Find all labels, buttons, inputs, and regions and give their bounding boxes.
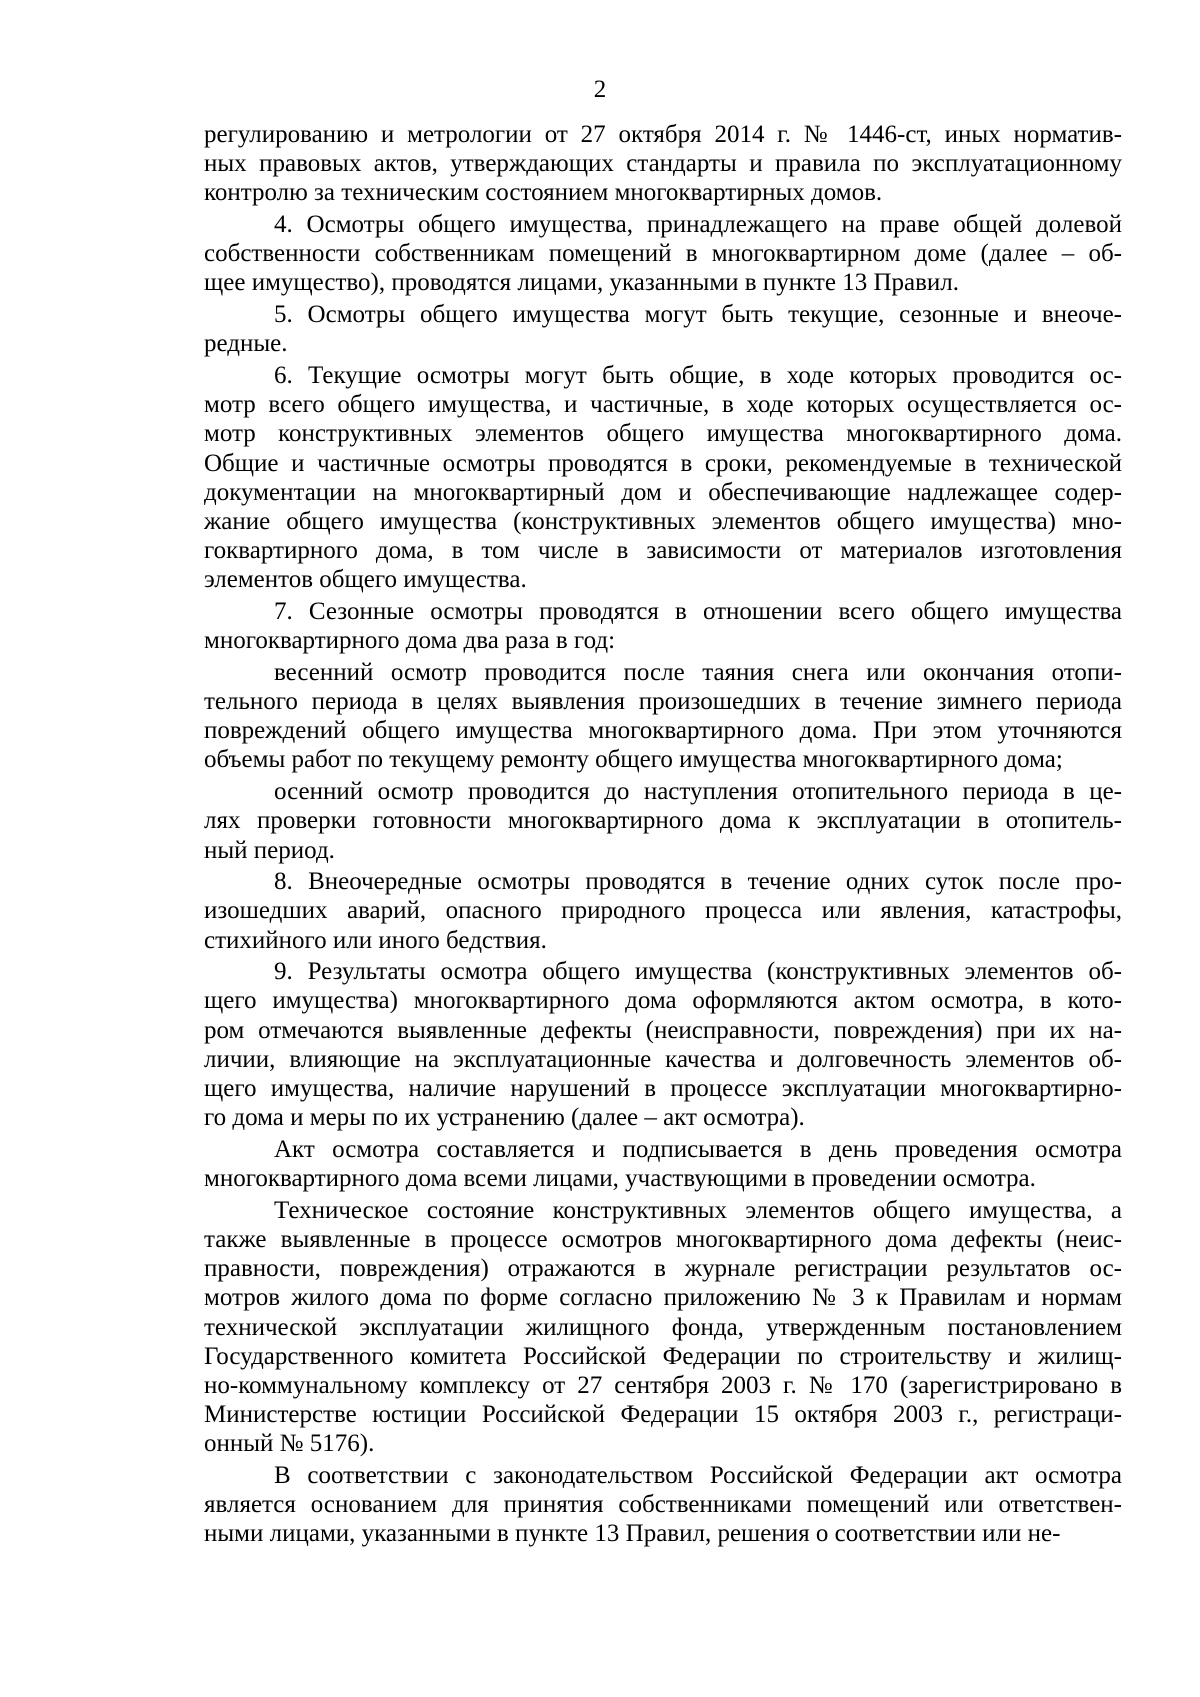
text-line: мотров жилого дома по форме согласно приложению № 3 к Правилам и нормам <box>204 1284 1122 1312</box>
text-line: Техническое состояние конструктивных элементов общего имущества, а <box>274 1196 1122 1224</box>
paragraph <box>204 1196 1122 1459</box>
text-line: лях проверки готовности многоквартирного дома к эксплуатации в отопитель- <box>204 807 1122 835</box>
paragraph <box>204 658 1122 775</box>
text-line: контролю за техническим состоянием многоквартирных домов. <box>204 179 883 207</box>
page-number: 2 <box>593 76 607 103</box>
text-line: повреждений общего имущества многоквартирного дома. При этом уточняются <box>204 717 1122 745</box>
text-line: осенний осмотр проводится до наступления отопительного периода в це- <box>274 778 1122 806</box>
paragraph <box>204 1461 1122 1549</box>
text-line: жание общего имущества (конструктивных элементов общего имущества) мно- <box>204 507 1122 535</box>
paragraph <box>204 120 1122 208</box>
text-line: Министерстве юстиции Российской Федерации 15 октября 2003 г., регистраци- <box>204 1401 1122 1429</box>
text-line: также выявленные в процессе осмотров многоквартирного дома дефекты (неис- <box>204 1225 1122 1253</box>
paragraph <box>204 597 1122 655</box>
document-body <box>204 120 1122 1549</box>
text-line: многоквартирного дома всеми лицами, участвующими в проведении осмотра. <box>204 1165 1036 1193</box>
text-line: ром отмечаются выявленные дефекты (неисправности, повреждения) при их на- <box>204 1016 1122 1044</box>
paragraph <box>204 1135 1122 1193</box>
text-line: мотр конструктивных элементов общего имущества многоквартирного дома. <box>204 420 1122 448</box>
text-line: изошедших аварий, опасного природного процесса или явления, катастрофы, <box>204 897 1122 925</box>
paragraph <box>204 361 1122 595</box>
text-line: Акт осмотра составляется и подписывается в день проведения осмотра <box>274 1135 1122 1163</box>
text-line: документации на многоквартирный дом и обеспечивающие надлежащее содер- <box>204 478 1122 506</box>
text-line: является основанием для принятия собственниками помещений или ответствен- <box>204 1491 1122 1519</box>
text-line: но-коммунальному комплексу от 27 сентября 2003 г. № 170 (зарегистрировано в <box>204 1371 1122 1399</box>
text-line: ных правовых актов, утверждающих стандарты и правила по эксплуатационному <box>204 150 1122 178</box>
text-line: объемы работ по текущему ремонту общего имущества многоквартирного дома; <box>204 746 1063 774</box>
text-line: личии, влияющие на эксплуатационные качества и долговечность элементов об- <box>204 1045 1122 1073</box>
text-line: весенний осмотр проводится после таяния снега или окончания отопи- <box>274 658 1122 686</box>
text-line: ный период. <box>204 836 335 864</box>
text-line: редные. <box>204 330 288 358</box>
paragraph <box>204 867 1122 955</box>
text-line: гоквартирного дома, в том числе в зависимости от материалов изготовления <box>204 537 1122 565</box>
text-line: ными лицами, указанными в пункте 13 Правил, решения о соответствии или не- <box>204 1520 1061 1548</box>
text-line: тельного периода в целях выявления произошедших в течение зимнего периода <box>204 688 1122 716</box>
text-line: Государственного комитета Российской Федерации по строительству и жилищ- <box>204 1342 1122 1370</box>
text-line: стихийного или иного бедствия. <box>204 926 547 954</box>
text-line: 8. Внеочередные осмотры проводятся в течение одних суток после про- <box>274 868 1122 896</box>
text-line: щее имущество), проводятся лицами, указанными в пункте 13 Правил. <box>204 269 960 297</box>
text-line: регулированию и метрологии от 27 октября 2014 г. № 1446-ст, иных норматив- <box>204 121 1122 148</box>
text-line: технической эксплуатации жилищного фонда, утвержденным постановлением <box>204 1313 1122 1341</box>
text-line: онный № 5176). <box>204 1430 375 1458</box>
text-line: В соответствии с законодательством Российской Федерации акт осмотра <box>274 1461 1122 1489</box>
text-line: собственности собственникам помещений в многоквартирном доме (далее – об- <box>204 240 1122 268</box>
text-line: 6. Текущие осмотры могут быть общие, в ходе которых проводится ос- <box>274 362 1122 389</box>
text-line: го дома и меры по их устранению (далее – акт осмотра). <box>204 1104 805 1132</box>
paragraph <box>204 957 1122 1132</box>
text-line: элементов общего имущества. <box>204 566 527 594</box>
paragraph <box>204 777 1122 865</box>
text-line: 4. Осмотры общего имущества, принадлежащего на праве общей долевой <box>274 211 1122 239</box>
text-line: 7. Сезонные осмотры проводятся в отношении всего общего имущества <box>274 598 1122 625</box>
paragraph <box>204 300 1122 358</box>
text-line: мотр всего общего имущества, и частичные, в ходе которых осуществляется ос- <box>204 391 1122 419</box>
text-line: Общие и частичные осмотры проводятся в сроки, рекомендуемые в технической <box>204 449 1122 477</box>
text-line: правности, повреждения) отражаются в журнале регистрации результатов ос- <box>204 1255 1122 1283</box>
text-line: многоквартирного дома два раза в год: <box>204 627 616 655</box>
text-line: щего имущества, наличие нарушений в процессе эксплуатации многоквартирно- <box>204 1075 1122 1102</box>
text-line: 9. Результаты осмотра общего имущества (конструктивных элементов об- <box>274 958 1122 986</box>
text-line: 5. Осмотры общего имущества могут быть текущие, сезонные и внеоче- <box>274 301 1122 329</box>
text-line: щего имущества) многоквартирного дома оформляются актом осмотра, в кото- <box>204 987 1122 1015</box>
paragraph <box>204 210 1122 298</box>
